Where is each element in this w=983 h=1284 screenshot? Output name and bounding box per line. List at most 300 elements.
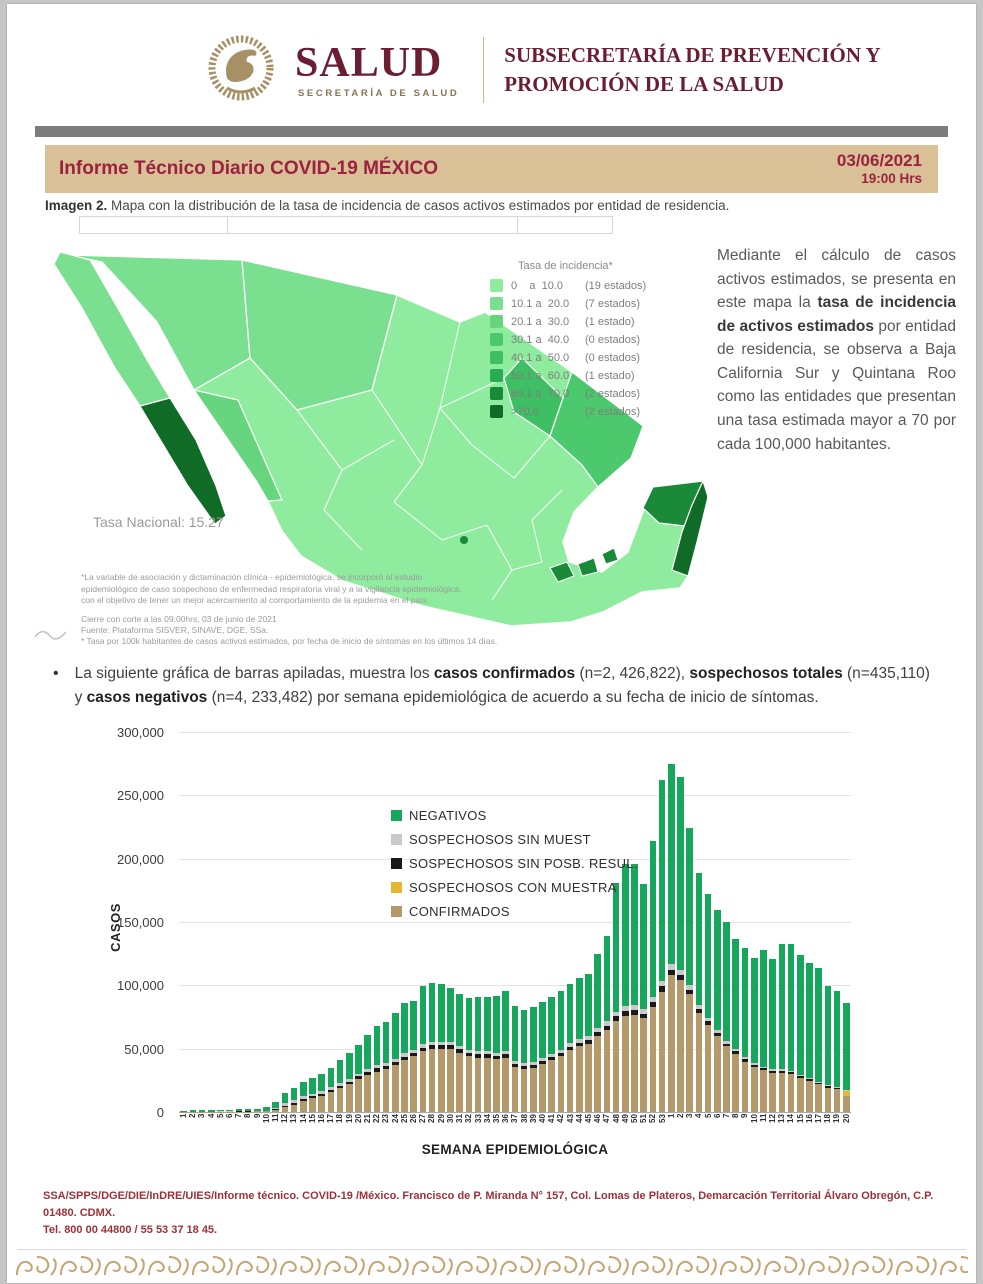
x-tick-label: 12: [768, 1114, 777, 1138]
legend-label: SOSPECHOSOS CON MUESTRA: [409, 880, 617, 895]
x-tick-label: 29: [437, 1114, 446, 1138]
bullet-part-bold: casos negativos: [87, 689, 208, 706]
bar-column: [271, 732, 280, 1112]
legend-range: 30.1 a 40.0: [511, 334, 585, 346]
eagle-emblem-icon: [197, 26, 285, 114]
chart-y-ticks: [67, 732, 172, 1112]
y-tick-label: 100,000: [117, 978, 164, 993]
bar-segment: [779, 944, 786, 1070]
x-tick-label: 28: [427, 1114, 436, 1138]
bar-segment: [420, 1051, 427, 1112]
bar-column: [639, 732, 648, 1112]
x-tick-label: 26: [409, 1114, 418, 1138]
x-tick-label: 36: [501, 1114, 510, 1138]
bar-segment: [530, 1068, 537, 1112]
chart-x-labels: [179, 1114, 851, 1138]
bar-segment: [374, 1026, 381, 1065]
legend-swatch: [490, 369, 503, 382]
header: [7, 4, 976, 114]
x-tick-label: 11: [759, 1114, 768, 1138]
legend-swatch: [490, 387, 503, 400]
bar-segment: [640, 1018, 647, 1112]
bar-segment: [539, 1002, 546, 1058]
y-tick-label: 150,000: [117, 915, 164, 930]
chart-legend-row: [391, 832, 638, 847]
bar-segment: [300, 1101, 307, 1112]
x-tick-label: 5: [704, 1114, 713, 1138]
bar-segment: [714, 910, 721, 1030]
paragraph-part: Mediante el cálculo de casos activos estimados, se presenta en este mapa la: [717, 247, 956, 311]
bar-segment: [594, 954, 601, 1028]
bar-segment: [475, 1058, 482, 1112]
map-footnote-line: Cierre con corte a las 09:00hrs, 03 de junio de 2021: [81, 614, 517, 625]
x-tick-label: 5: [216, 1114, 225, 1138]
legend-swatch: [391, 858, 402, 869]
x-tick-label: 38: [520, 1114, 529, 1138]
map-legend-row: [490, 333, 685, 346]
x-tick-label: 31: [455, 1114, 464, 1138]
x-tick-label: 49: [621, 1114, 630, 1138]
bar-segment: [843, 1003, 850, 1090]
bar-segment: [466, 1056, 473, 1112]
legend-range: 60.1 a 70.0: [511, 388, 585, 400]
map-legend-row: [490, 387, 685, 400]
bar-segment: [272, 1110, 279, 1113]
legend-range: 0 a 10.0: [511, 280, 585, 292]
bar-column: [207, 732, 216, 1112]
bar-segment: [686, 828, 693, 984]
x-tick-label: 2: [188, 1114, 197, 1138]
y-tick-label: 200,000: [117, 852, 164, 867]
bar-column: [823, 732, 832, 1112]
bullet-part: (n=435,110) y: [75, 665, 930, 706]
x-tick-label: 23: [381, 1114, 390, 1138]
x-tick-label: 8: [243, 1114, 252, 1138]
map-footnote-line: * Tasa por 100k habitantes de casos activos estimados, por fecha de inicio de síntomas en los últimos 14 días.: [81, 636, 517, 647]
bar-column: [731, 732, 740, 1112]
subsecretaria-line1: SUBSECRETARÍA DE PREVENCIÓN Y: [504, 41, 880, 70]
report-datetime: [837, 150, 922, 188]
bar-column: [216, 732, 225, 1112]
subsecretaria-line2: PROMOCIÓN DE LA SALUD: [504, 70, 880, 99]
bar-segment: [760, 1070, 767, 1112]
x-axis-title: SEMANA EPIDEMIOLÓGICA: [179, 1142, 851, 1157]
x-tick-label: 30: [446, 1114, 455, 1138]
map-analysis-paragraph: [717, 244, 956, 456]
bar-segment: [328, 1068, 335, 1087]
bar-segment: [825, 986, 832, 1086]
x-tick-label: 13: [777, 1114, 786, 1138]
bar-segment: [364, 1035, 371, 1069]
y-tick-label: 300,000: [117, 725, 164, 740]
y-tick-label: 250,000: [117, 788, 164, 803]
bar-column: [317, 732, 326, 1112]
map-legend-rows: [490, 279, 685, 418]
bar-segment: [484, 1058, 491, 1112]
legend-count: (2 estados): [585, 406, 640, 418]
bar-column: [704, 732, 713, 1112]
chart-plot-area: [179, 732, 851, 1112]
bar-segment: [594, 1036, 601, 1112]
legend-label: SOSPECHOSOS SIN MUEST: [409, 832, 591, 847]
gray-divider-bar: [35, 126, 948, 137]
x-tick-label: 7: [234, 1114, 243, 1138]
bullet-part: (n=2, 426,822),: [575, 665, 689, 682]
bar-segment: [484, 997, 491, 1051]
bar-segment: [539, 1064, 546, 1112]
x-tick-label: 41: [547, 1114, 556, 1138]
image-caption: [45, 198, 938, 213]
bar-segment: [374, 1072, 381, 1113]
bar-segment: [797, 955, 804, 1075]
bullet-icon: •: [53, 662, 59, 710]
legend-count: (2 estados): [585, 388, 640, 400]
bar-segment: [732, 939, 739, 1049]
y-tick-label: 0: [157, 1105, 164, 1120]
bar-segment: [558, 991, 565, 1050]
x-tick-label: 1: [179, 1114, 188, 1138]
bar-segment: [769, 1073, 776, 1112]
bar-segment: [447, 988, 454, 1041]
subsecretaria-title: [504, 41, 880, 100]
legend-range: 20.1 a 30.0: [511, 316, 585, 328]
bar-segment: [806, 963, 813, 1078]
bar-segment: [318, 1096, 325, 1112]
legend-swatch: [490, 405, 503, 418]
map-legend-row: [490, 315, 685, 328]
legend-count: (0 estados): [585, 352, 640, 364]
bar-segment: [420, 986, 427, 1045]
bar-segment: [576, 978, 583, 1039]
x-tick-label: 21: [363, 1114, 372, 1138]
bar-segment: [723, 1046, 730, 1112]
bar-segment: [236, 1112, 243, 1113]
bar-column: [289, 732, 298, 1112]
bar-segment: [383, 1022, 390, 1063]
x-tick-label: 48: [612, 1114, 621, 1138]
bar-segment: [254, 1111, 261, 1112]
chart-legend-row: [391, 856, 638, 871]
x-tick-label: 42: [556, 1114, 565, 1138]
legend-swatch: [490, 279, 503, 292]
chart-legend-row: [391, 808, 638, 823]
bar-segment: [364, 1075, 371, 1112]
map-footnote-line: *La variable de asociación y dictaminación clínica - epidemiológica, se incorporó al estudio: [81, 572, 517, 583]
bar-segment: [456, 994, 463, 1045]
x-tick-label: 22: [372, 1114, 381, 1138]
map-legend-row: [490, 405, 685, 418]
legend-swatch: [490, 315, 503, 328]
report-page: [7, 4, 976, 1283]
x-tick-label: 20: [354, 1114, 363, 1138]
x-axis-line: [179, 1112, 851, 1113]
bar-segment: [502, 1058, 509, 1112]
map-section: [45, 236, 938, 648]
legend-swatch: [490, 297, 503, 310]
y-axis-title: CASOS: [108, 903, 123, 952]
legend-swatch: [490, 333, 503, 346]
report-title-bar: [45, 145, 938, 193]
x-tick-label: 44: [575, 1114, 584, 1138]
placeholder-box: [228, 216, 518, 234]
map-legend: [490, 260, 685, 423]
x-tick-label: 34: [483, 1114, 492, 1138]
bar-segment: [585, 974, 592, 1036]
bar-segment: [843, 1096, 850, 1112]
x-tick-label: 15: [308, 1114, 317, 1138]
bar-segment: [659, 780, 666, 980]
map-legend-row: [490, 279, 685, 292]
image-caption-label: Imagen 2.: [45, 198, 107, 213]
bar-segment: [328, 1092, 335, 1112]
x-tick-label: 17: [326, 1114, 335, 1138]
bar-segment: [512, 1006, 519, 1061]
salud-logo: [197, 26, 459, 114]
x-tick-label: 4: [207, 1114, 216, 1138]
bar-segment: [410, 1056, 417, 1112]
bar-segment: [392, 1065, 399, 1112]
bar-column: [832, 732, 841, 1112]
bar-segment: [760, 950, 767, 1067]
x-tick-label: 27: [418, 1114, 427, 1138]
bullet-text: [75, 662, 930, 710]
map-legend-row: [490, 369, 685, 382]
x-tick-label: 51: [639, 1114, 648, 1138]
bar-segment: [834, 991, 841, 1087]
bar-segment: [696, 1013, 703, 1112]
bar-segment: [346, 1084, 353, 1112]
bar-segment: [309, 1098, 316, 1112]
bar-column: [381, 732, 390, 1112]
bar-column: [694, 732, 703, 1112]
bar-segment: [429, 1049, 436, 1112]
bar-column: [805, 732, 814, 1112]
x-tick-label: 53: [658, 1114, 667, 1138]
x-tick-label: 12: [280, 1114, 289, 1138]
chart-legend: [391, 808, 638, 928]
x-tick-label: 1: [667, 1114, 676, 1138]
bar-segment: [742, 1062, 749, 1113]
footer-separator: [17, 1249, 966, 1250]
bar-segment: [742, 948, 749, 1058]
stacked-bar-chart: [7, 722, 976, 1174]
x-tick-label: 18: [823, 1114, 832, 1138]
bar-segment: [245, 1112, 252, 1113]
bar-segment: [392, 1013, 399, 1058]
bar-segment: [530, 1007, 537, 1062]
bar-column: [243, 732, 252, 1112]
bar-segment: [650, 1007, 657, 1112]
bar-segment: [769, 959, 776, 1070]
bar-column: [363, 732, 372, 1112]
bar-segment: [493, 1059, 500, 1112]
bar-column: [648, 732, 657, 1112]
legend-swatch: [391, 810, 402, 821]
bar-segment: [401, 1003, 408, 1053]
legend-swatch: [391, 834, 402, 845]
footer: [43, 1188, 942, 1239]
bar-column: [225, 732, 234, 1112]
bar-segment: [825, 1088, 832, 1112]
bar-column: [777, 732, 786, 1112]
bar-segment: [677, 777, 684, 970]
report-date: 03/06/2021: [837, 150, 922, 171]
bar-segment: [355, 1045, 362, 1074]
x-tick-label: 9: [253, 1114, 262, 1138]
bar-segment: [622, 1016, 629, 1112]
x-tick-label: 16: [317, 1114, 326, 1138]
bar-column: [658, 732, 667, 1112]
legend-range: 40.1 a 50.0: [511, 352, 585, 364]
legend-count: (1 estado): [585, 370, 635, 382]
placeholder-box: [518, 216, 613, 234]
map-footnotes: [81, 572, 517, 648]
bar-column: [814, 732, 823, 1112]
x-tick-label: 7: [722, 1114, 731, 1138]
x-tick-label: 9: [740, 1114, 749, 1138]
bar-segment: [751, 958, 758, 1063]
x-tick-label: 37: [510, 1114, 519, 1138]
bar-column: [253, 732, 262, 1112]
bar-segment: [677, 980, 684, 1112]
map-legend-title: Tasa de incidencia*: [518, 260, 685, 272]
bar-column: [299, 732, 308, 1112]
bar-segment: [567, 984, 574, 1043]
bar-column: [768, 732, 777, 1112]
bar-column: [280, 732, 289, 1112]
x-tick-label: 3: [197, 1114, 206, 1138]
bar-column: [197, 732, 206, 1112]
bar-segment: [502, 991, 509, 1052]
bar-segment: [714, 1036, 721, 1112]
y-tick-label: 50,000: [124, 1042, 164, 1057]
footer-line1: SSA/SPPS/DGE/DIE/InDRE/UIES/Informe técnico. COVID-19 /México. Francisco de P. Miranda N° 157, Col. Lomas de Plateros, Demarcación Territorial Álvaro Obregón, C.P. 01480. CDMX.: [43, 1188, 942, 1222]
legend-swatch: [490, 351, 503, 364]
x-tick-label: 10: [262, 1114, 271, 1138]
x-tick-label: 33: [474, 1114, 483, 1138]
bar-segment: [401, 1060, 408, 1112]
bar-segment: [723, 922, 730, 1041]
legend-label: NEGATIVOS: [409, 808, 487, 823]
x-tick-label: 14: [786, 1114, 795, 1138]
bar-segment: [466, 998, 473, 1050]
bar-segment: [309, 1078, 316, 1094]
x-tick-label: 46: [593, 1114, 602, 1138]
bar-column: [335, 732, 344, 1112]
x-tick-label: 6: [225, 1114, 234, 1138]
bar-segment: [834, 1089, 841, 1112]
x-tick-label: 17: [814, 1114, 823, 1138]
report-title: Informe Técnico Diario COVID-19 MÉXICO: [59, 158, 438, 180]
header-divider: [483, 37, 484, 103]
bar-segment: [226, 1112, 233, 1113]
x-tick-label: 6: [713, 1114, 722, 1138]
legend-swatch: [391, 882, 402, 893]
bullet-part-bold: sospechosos totales: [689, 665, 842, 682]
bar-segment: [291, 1088, 298, 1100]
bar-segment: [548, 997, 555, 1054]
bar-column: [796, 732, 805, 1112]
salud-wordmark-block: [295, 42, 459, 99]
bar-segment: [650, 841, 657, 997]
x-tick-label: 32: [464, 1114, 473, 1138]
x-tick-label: 19: [832, 1114, 841, 1138]
chart-legend-row: [391, 904, 638, 919]
bar-segment: [779, 1073, 786, 1112]
bar-segment: [263, 1111, 270, 1112]
legend-range: 10.1 a 20.0: [511, 298, 585, 310]
bar-segment: [640, 884, 647, 1009]
x-tick-label: 52: [648, 1114, 657, 1138]
squiggle-icon: [33, 628, 73, 640]
bar-segment: [604, 936, 611, 1021]
bar-segment: [475, 997, 482, 1051]
map-footnote-line: epidemiológico de caso sospechoso de enfermedad respiratoria viral y a la vigilancia epidemiológica,: [81, 584, 517, 595]
bar-column: [676, 732, 685, 1112]
bar-segment: [512, 1067, 519, 1113]
legend-label: CONFIRMADOS: [409, 904, 510, 919]
bar-column: [372, 732, 381, 1112]
bullet-part: La siguiente gráfica de barras apiladas, muestra los: [75, 665, 434, 682]
x-tick-label: 16: [805, 1114, 814, 1138]
legend-range: >70.0: [511, 406, 585, 418]
bar-segment: [696, 873, 703, 1006]
x-tick-label: 2: [676, 1114, 685, 1138]
bar-column: [713, 732, 722, 1112]
bar-segment: [613, 1021, 620, 1112]
bar-segment: [355, 1079, 362, 1112]
x-tick-label: 10: [750, 1114, 759, 1138]
ornamental-frieze: [15, 1255, 968, 1277]
bar-column: [188, 732, 197, 1112]
bar-column: [179, 732, 188, 1112]
paragraph-part: por entidad de residencia, se observa a Baja California Sur y Quintana Roo como las entidades que presentan una tasa estimada mayor a 70 por cada 100,000 habitantes.: [717, 318, 956, 453]
x-tick-label: 19: [345, 1114, 354, 1138]
bar-column: [262, 732, 271, 1112]
x-tick-label: 43: [566, 1114, 575, 1138]
bar-segment: [686, 994, 693, 1112]
footer-line2: Tel. 800 00 44800 / 55 53 37 18 45.: [43, 1222, 942, 1239]
bar-segment: [456, 1053, 463, 1113]
x-tick-label: 13: [289, 1114, 298, 1138]
bar-segment: [567, 1050, 574, 1112]
bar-segment: [668, 975, 675, 1112]
bar-column: [786, 732, 795, 1112]
legend-swatch: [391, 906, 402, 917]
bar-segment: [429, 983, 436, 1042]
bar-segment: [521, 1069, 528, 1112]
legend-count: (19 estados): [585, 280, 646, 292]
paragraph-part-bold: tasa de incidencia de activos estimados: [717, 294, 956, 335]
bar-segment: [604, 1030, 611, 1112]
bar-segment: [410, 1001, 417, 1050]
bar-segment: [705, 1025, 712, 1112]
x-tick-label: 25: [400, 1114, 409, 1138]
x-tick-label: 24: [391, 1114, 400, 1138]
bar-segment: [521, 1010, 528, 1064]
placeholder-boxes: [79, 216, 938, 234]
bar-segment: [668, 764, 675, 964]
bar-column: [685, 732, 694, 1112]
x-tick-label: 45: [584, 1114, 593, 1138]
x-tick-label: 15: [796, 1114, 805, 1138]
bar-column: [308, 732, 317, 1112]
x-tick-label: 40: [538, 1114, 547, 1138]
bar-segment: [576, 1046, 583, 1112]
bar-segment: [438, 984, 445, 1041]
bar-column: [667, 732, 676, 1112]
bar-segment: [659, 992, 666, 1112]
